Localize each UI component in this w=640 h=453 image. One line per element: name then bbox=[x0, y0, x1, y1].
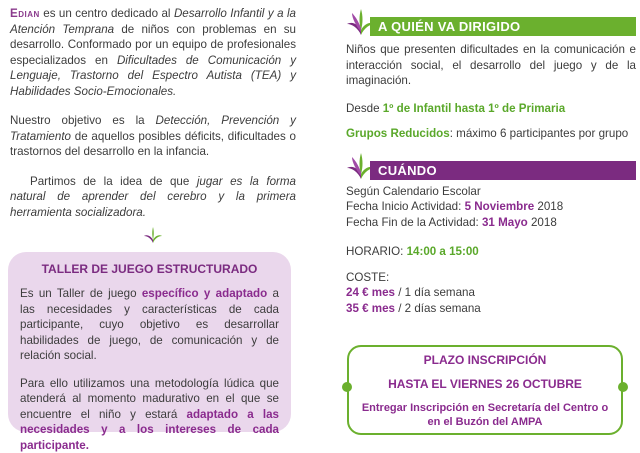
leaf-flower-icon bbox=[10, 226, 296, 246]
taller-paragraph-2: Para ello utilizamos una metodología lúdica que atenderá al momento madurativo en el que se encuentre el niño y estará adaptado a las necesidades y a los intereses de cada participante. bbox=[20, 376, 279, 453]
coste-label: COSTE: bbox=[346, 270, 636, 286]
taller-box bbox=[8, 252, 291, 432]
plazo-entregar: Entregar Inscripción en Secretaría del Centro o en el Buzón del AMPA bbox=[357, 401, 613, 429]
coste-2: 35 € mes / 2 días semana bbox=[346, 301, 636, 317]
plazo-inscripcion-box bbox=[347, 345, 623, 435]
grupos-line: Grupos Reducidos: máximo 6 participantes por grupo bbox=[346, 126, 636, 142]
idea-paragraph: Partimos de la idea de que jugar es la forma natural de aprender del cerebro y la primera herramienta socializadora. bbox=[10, 174, 296, 221]
plazo-fecha: HASTA EL VIERNES 26 OCTUBRE bbox=[357, 377, 613, 391]
dirigido-heading: A QUIÉN VA DIRIGIDO bbox=[346, 6, 636, 36]
plazo-title: PLAZO INSCRIPCIÓN bbox=[357, 353, 613, 367]
right-column bbox=[346, 6, 636, 316]
objective-paragraph: Nuestro objetivo es la Detección, Prevención y Tratamiento de aquellos posibles déficits, dificultades o trastornos del desarrollo en la infancia. bbox=[10, 113, 296, 160]
dirigido-text: Niños que presenten dificultades en la comunicación e interacción social, el desarrollo del juego y de la imaginación. bbox=[346, 42, 636, 89]
horario-line: HORARIO: 14:00 a 15:00 bbox=[346, 244, 636, 260]
coste-1: 24 € mes / 1 día semana bbox=[346, 285, 636, 301]
left-column bbox=[10, 6, 296, 250]
taller-title: TALLER DE JUEGO ESTRUCTURADO bbox=[20, 262, 279, 276]
intro-paragraph: Edian es un centro dedicado al Desarrollo Infantil y a la Atención Temprana de niños con problemas en su desarrollo. Conformado por un equipo de profesionales especializados en Dificultades de Comunicación y Lenguaje, Trastorno del Espectro Autista (TEA) y Habilidades Socio-Emocionales. bbox=[10, 6, 296, 99]
taller-paragraph-1: Es un Taller de juego específico y adaptado a las necesidades y características de cada participante, cuyo objetivo es desarrollar habilidades de juego, de comunicación y de relación social. bbox=[20, 286, 279, 364]
calendario-line: Según Calendario Escolar bbox=[346, 184, 636, 200]
fin-line: Fecha Fin de la Actividad: 31 Mayo 2018 bbox=[346, 215, 636, 231]
cuando-heading: CUÁNDO bbox=[346, 150, 636, 180]
inicio-line: Fecha Inicio Actividad: 5 Noviembre 2018 bbox=[346, 199, 636, 215]
brand-name: Edian bbox=[10, 7, 40, 20]
desde-line: Desde 1º de Infantil hasta 1º de Primaria bbox=[346, 101, 636, 117]
